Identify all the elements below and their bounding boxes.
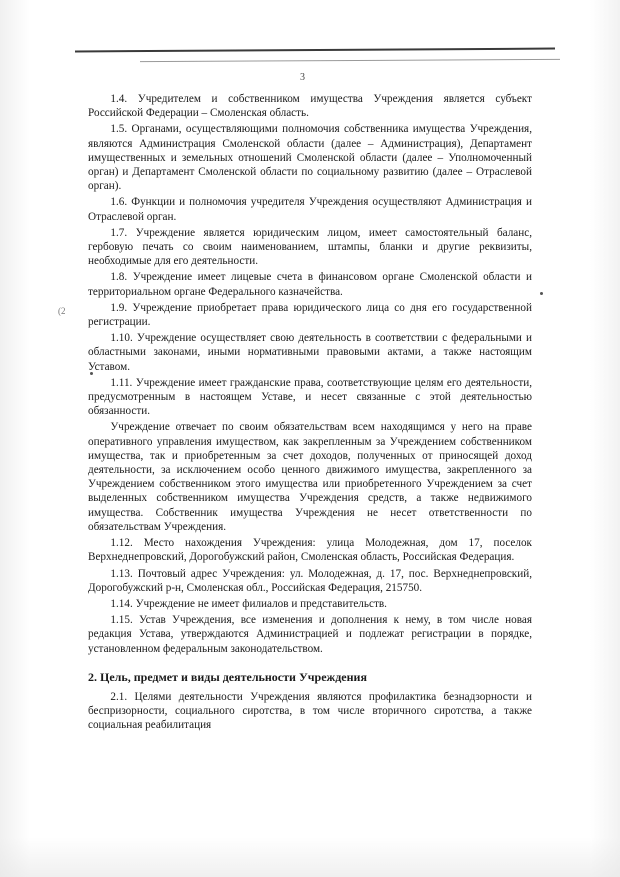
scan-bottom-shade [0, 837, 620, 877]
paragraph-1-8: 1.8. Учреждение имеет лицевые счета в финансовом органе Смоленской области и территориальном органе Федерального казначейства. [88, 271, 532, 298]
scan-edge-line [75, 48, 555, 53]
paragraph-1-11: 1.11. Учреждение имеет гражданские права, соответствующие целям его деятельности, предусмотренным в настоящем Уставе, и несет связанные с этой деятельностью обязанности. [88, 376, 532, 418]
paragraph-liability: Учреждение отвечает по своим обязательствам всем находящимся у него на праве оперативного управления имуществом, как закрепленным за Учреждением собственником имущества, так и приобретенным за счет доходов, полученных от приносящей доход деятельности, за исключением особо ценного движимого имущества, закрепленного за Учреждением собственником этого имущества или приобретенного Учреждением за счет выделенных собственником имущества Учреждения средств, а также недвижимого имущества. Собственник имущества Учреждения не несет ответственности по обязательствам Учреждения. [88, 421, 532, 533]
paragraph-1-9: 1.9. Учреждение приобретает права юридического лица со дня его государственной регистрации. [88, 301, 532, 329]
paragraph-1-4: 1.4. Учредителем и собственником имущества Учреждения является субъект Российской Федерации – Смоленская область. [88, 93, 532, 120]
paragraph-1-5: 1.5. Органами, осуществляющими полномочия собственника имущества Учреждения, являются Администрация Смоленской области (далее – Администрация), Департамент имущественных и земельных отношений Смоленской области (далее – Уполномоченный орган) и Департамент Смоленской области по социальному развитию (далее – Отраслевой орган). [88, 123, 532, 193]
paragraph-1-6: 1.6. Функции и полномочия учредителя Учреждения осуществляют Администрация и Отраслевой орган. [88, 196, 532, 223]
paragraph-1-12: 1.12. Место нахождения Учреждения: улица Молодежная, дом 17, поселок Верхнеднепровский, Дорогобужский район, Смоленская область, Российская Федерация. [88, 537, 532, 564]
paragraph-1-10: 1.10. Учреждение осуществляет свою деятельность в соответствии с федеральными и областными законами, иными нормативными правовыми актами, а также настоящим Уставом. [88, 332, 532, 373]
scan-edge-line-secondary [140, 59, 560, 62]
paragraph-1-7: 1.7. Учреждение является юридическим лицом, имеет самостоятельный баланс, гербовую печать со своим наименованием, штампы, бланки и другие реквизиты, необходимые для его деятельности. [88, 226, 532, 268]
section-title: 2. Цель, предмет и виды деятельности Учреждения [88, 669, 367, 684]
document-body [88, 92, 532, 735]
paragraph-2-1: 2.1. Целями деятельности Учреждения являются профилактика безнадзорности и беспризорности, социального сиротства, в том числе вторичного сиротства, а также социальная реабилитация [88, 690, 532, 732]
paragraph-1-15: 1.15. Устав Учреждения, все изменения и дополнения к нему, в том числе новая редакция Устава, утверждаются Администрацией и подлежат регистрации в порядке, установленном федеральным законодательством. [88, 614, 532, 655]
margin-mark: (2 [58, 306, 66, 316]
page-number: 3 [300, 72, 305, 83]
scan-speck [540, 292, 543, 295]
paragraph-1-13: 1.13. Почтовый адрес Учреждения: ул. Молодежная, д. 17, пос. Верхнеднепровский, Дорогобужский р-н, Смоленская обл., Российская Федерация, 215750. [88, 567, 532, 594]
paragraph-1-14: 1.14. Учреждение не имеет филиалов и представительств. [110, 597, 387, 610]
